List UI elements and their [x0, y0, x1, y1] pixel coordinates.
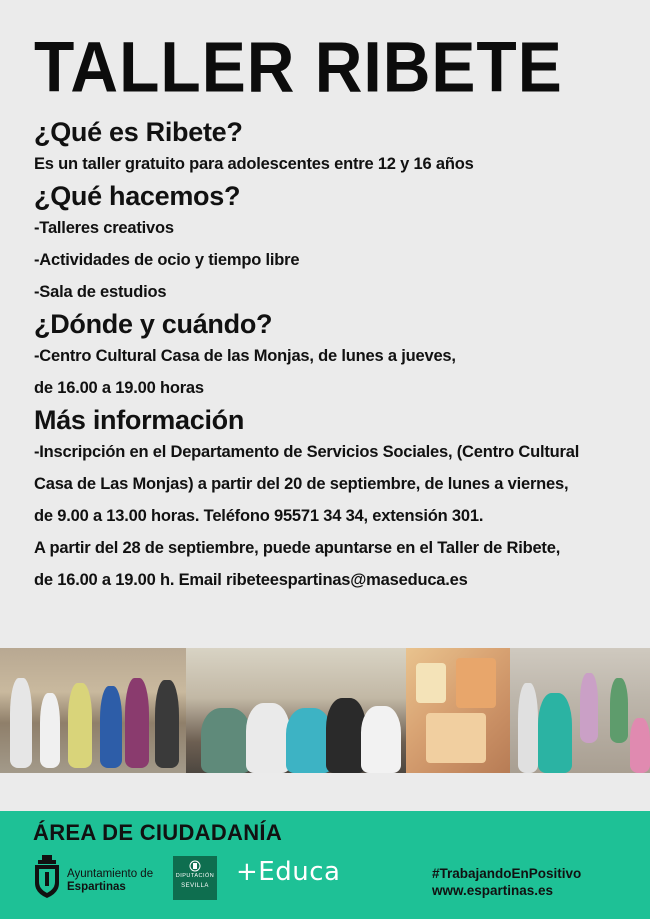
- text-line: -Inscripción en el Departamento de Servicios Sociales, (Centro Cultural: [34, 443, 580, 461]
- heading-donde-cuando: ¿Dónde y cuándo?: [34, 309, 273, 339]
- heading-que-hacemos: ¿Qué hacemos?: [34, 181, 241, 211]
- heading-que-es: ¿Qué es Ribete?: [34, 117, 243, 147]
- photo-strip: [0, 648, 650, 773]
- coat-of-arms-icon: [33, 855, 61, 899]
- poster-content: [34, 116, 634, 596]
- ayuntamiento-text: [67, 868, 153, 894]
- ayuntamiento-line2: Espartinas: [67, 881, 126, 893]
- logo-educa: +Educa: [236, 857, 341, 887]
- logo-ayuntamiento: [33, 855, 183, 901]
- photo-dance: [510, 648, 650, 773]
- text-que-es: Es un taller gratuito para adolescentes entre 12 y 16 años: [34, 155, 474, 173]
- photo-mural: [406, 648, 510, 773]
- diputacion-emblem-icon: [173, 858, 217, 874]
- text-line: A partir del 28 de septiembre, puede apuntarse en el Taller de Ribete,: [34, 539, 561, 557]
- footer-band: [0, 811, 650, 919]
- photo-group-activity: [0, 648, 186, 773]
- website-link[interactable]: www.espartinas.es: [432, 883, 554, 898]
- diputacion-line2: SEVILLA: [181, 883, 209, 889]
- list-item: -Sala de estudios: [34, 283, 167, 301]
- text-line: de 9.00 a 13.00 horas. Teléfono 95571 34 34, extensión 301.: [34, 507, 484, 525]
- logo-diputacion: [173, 856, 217, 900]
- list-item: -Talleres creativos: [34, 219, 174, 237]
- poster-title: TALLER RIBETE: [34, 26, 563, 107]
- heading-mas-informacion: Más información: [34, 405, 245, 435]
- area-title: ÁREA DE CIUDADANÍA: [33, 820, 283, 845]
- diputacion-line1: DIPUTACIÓN: [175, 873, 215, 879]
- text-line: Casa de Las Monjas) a partir del 20 de septiembre, de lunes a viernes,: [34, 475, 569, 493]
- text-line: de 16.00 a 19.00 horas: [34, 379, 204, 397]
- photo-circle-game: [186, 648, 406, 773]
- hashtag: #TrabajandoEnPositivo: [432, 866, 582, 881]
- list-item: -Actividades de ocio y tiempo libre: [34, 251, 300, 269]
- ayuntamiento-line1: Ayuntamiento de: [67, 868, 154, 880]
- text-line: de 16.00 a 19.00 h. Email ribeteespartinas@maseduca.es: [34, 571, 468, 589]
- text-line: -Centro Cultural Casa de las Monjas, de lunes a jueves,: [34, 347, 456, 365]
